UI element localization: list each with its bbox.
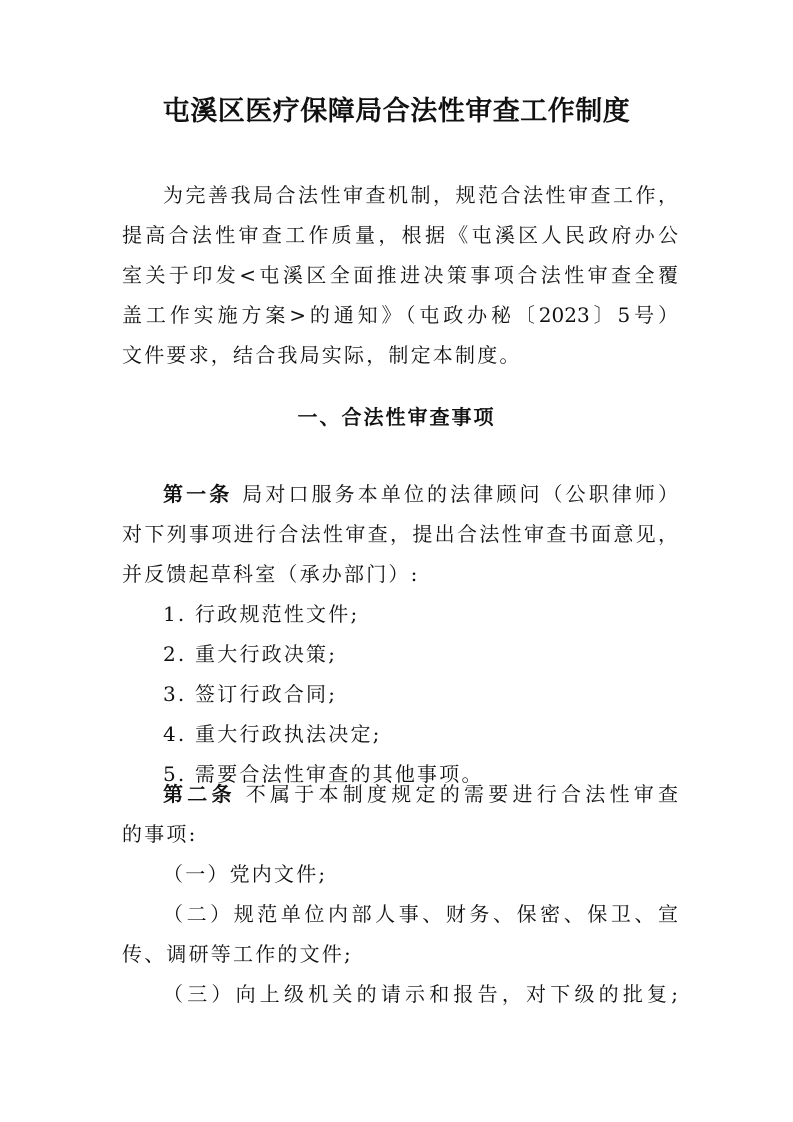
list-item: （三）向上级机关的请示和报告，对下级的批复;	[163, 982, 678, 1006]
list-item: 3. 签订行政合同;	[163, 682, 338, 706]
article-1-text: 局对口服务本单位的法律顾问（公职律师）	[242, 482, 679, 506]
list-item: 4. 重大行政执法决定;	[163, 722, 382, 746]
list-item: （二）规范单位内部人事、财务、保密、保卫、宣	[163, 902, 678, 926]
document-title: 屯溪区医疗保障局合法性审查工作制度	[162, 96, 631, 127]
article-2-line-1	[163, 774, 678, 814]
article-1-line-2: 对下列事项进行合法性审查，提出合法性审查书面意见，	[122, 522, 678, 546]
intro-line-5: 文件要求，结合我局实际，制定本制度。	[122, 343, 522, 367]
article-1-label: 第一条	[163, 482, 233, 506]
intro-line-1: 为完善我局合法性审查机制，规范合法性审查工作，	[163, 183, 678, 207]
section-heading: 一、合法性审查事项	[297, 405, 496, 429]
list-item: 2. 重大行政决策;	[163, 642, 338, 666]
list-item: 传、调研等工作的文件;	[122, 942, 353, 966]
intro-line-2: 提高合法性审查工作质量，根据《屯溪区人民政府办公	[122, 223, 678, 247]
list-item: （一）党内文件;	[163, 862, 328, 886]
article-1-line-1	[163, 474, 678, 514]
list-item: 5. 需要合法性审查的其他事项。	[163, 762, 484, 786]
article-2-line-2: 的事项:	[122, 822, 198, 846]
article-1-line-3: 并反馈起草科室（承办部门）:	[122, 562, 420, 586]
list-item: 1. 行政规范性文件;	[163, 602, 360, 626]
article-2-text: 不属于本制度规定的需要进行合法性审查	[245, 782, 678, 806]
intro-line-4: 盖工作实施方案>的通知》（屯政办秘〔2023〕5号）	[122, 303, 678, 327]
article-2-label: 第二条	[163, 782, 236, 806]
intro-line-3: 室关于印发<屯溪区全面推进决策事项合法性审查全覆	[122, 263, 678, 287]
